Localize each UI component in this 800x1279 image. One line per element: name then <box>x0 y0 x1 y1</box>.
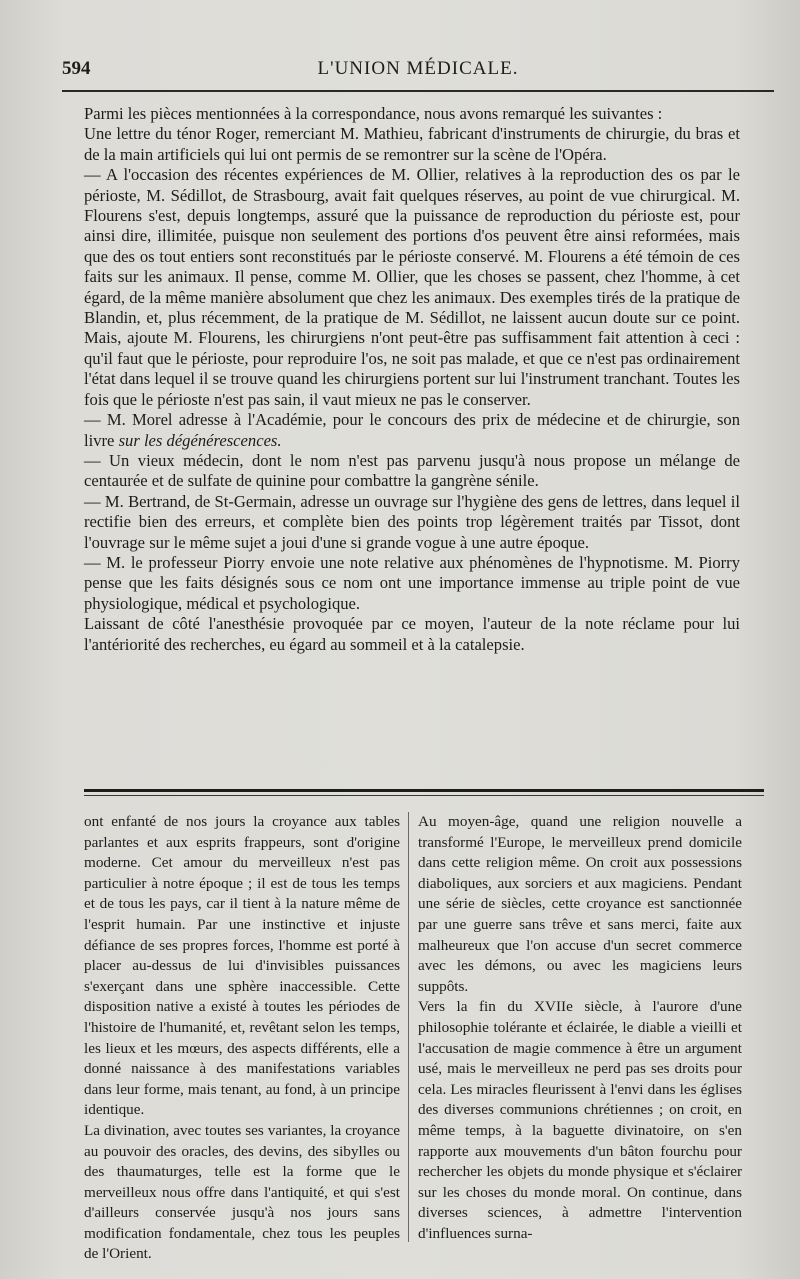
paragraph <box>84 410 740 451</box>
paragraph: — M. Bertrand, de St-Germain, adresse un ouvrage sur l'hygiène des gens de lettres, dans lequel il rectifie bien des erreurs, et complète bien des points trop légèrement traités par Tissot, dont l'ouvrage sur le même sujet a joui d'une si grande vogue à une autre époque. <box>84 491 740 552</box>
running-head: L'UNION MÉDICALE. <box>317 58 519 79</box>
page-number: 594 <box>62 58 91 79</box>
feuilleton-rule-thin <box>84 795 764 796</box>
feuilleton-right-column <box>418 812 742 1244</box>
header-rule <box>62 90 774 92</box>
column-divider <box>408 812 409 1242</box>
paragraph: Parmi les pièces mentionnées à la correspondance, nous avons remarqué les suivantes : <box>84 104 663 123</box>
feuilleton-rule <box>84 789 764 792</box>
page-header <box>62 56 774 82</box>
book-title: sur les dégénérescences. <box>118 430 282 450</box>
feuilleton-paragraph: Au moyen-âge, quand une religion nouvelle a transformé l'Europe, le merveilleux prend domicile dans cette religion même. On croit aux possessions diaboliques, aux sorciers et aux magiciens. Pendant une série de siècles, cette croyance est sanctionnée par une guerre sans trêve et sans merci, faite aux malheureux que l'on accuse d'un secret commerce avec les démons, ou avec les magiciens leurs suppôts. <box>418 813 742 995</box>
feuilleton-paragraph: ont enfanté de nos jours la croyance aux tables parlantes et aux esprits frappeurs, sont d'origine moderne. Cet amour du merveilleux n'est pas particulier à notre époque ; il est de tous les temps et de tous les pays, car il tient à la nature même de l'esprit humain. Par une instinctive et injuste défiance de ses propres forces, l'homme est porté à placer au-dessus de lui d'invisibles puissances s'exerçant dans une sphère inaccessible. Cette disposition native a existé à toutes les périodes de l'histoire de l'humanité, et, revêtant selon les temps, les lieux et les mœurs, des aspects différents, elle a donné naissance à des manifestations variables dans leur forme, mais tenant, au fond, à un principe identique. <box>84 813 400 1119</box>
paragraph: Laissant de côté l'anesthésie provoquée par ce moyen, l'auteur de la note réclame pour lui l'antériorité des recherches, eu égard au sommeil et à la catalepsie. <box>84 614 740 654</box>
feuilleton-paragraph: Vers la fin du XVIIe siècle, à l'aurore d'une philosophie tolérante et éclairée, le diable a vieilli et l'accusation de magie commence à être un argument usé, mais le merveilleux ne perd pas ses droits pour cela. Les miracles fleurissent à l'envi dans les églises des diverses communions chrétiennes ; on croit, en même temps, à la baguette divinatoire, on s'en rapporte aux mouvements d'un bâton fourchu pour rechercher les objets du monde physique et s'éclairer sur les choses du monde moral. On continue, dans diverses sciences, à admettre l'intervention d'influences surna- <box>418 998 742 1242</box>
paragraph-text: — M. Morel adresse à l'Académie, pour le concours des prix de médecine et de chirurgie, son livre <box>84 410 740 450</box>
main-text <box>84 104 740 655</box>
paragraph: — M. le professeur Piorry envoie une note relative aux phénomènes de l'hypnotisme. M. Piorry pense que les faits désignés sous ce nom ont une importance immense au triple point de vue physiologique, médical et psychologique. <box>84 552 740 613</box>
paragraph: Une lettre du ténor Roger, remerciant M. Mathieu, fabricant d'instruments de chirurgie, du bras et de la main artificiels qui lui ont permis de se remontrer sur la scène de l'Opéra. <box>84 124 740 164</box>
paragraph: — Un vieux médecin, dont le nom n'est pas parvenu jusqu'à nous propose un mélange de centaurée et de sulfate de quinine pour combattre la gangrène sénile. <box>84 450 740 491</box>
feuilleton-left-column <box>84 812 400 1265</box>
paragraph: — A l'occasion des récentes expériences de M. Ollier, relatives à la reproduction des os par le périoste, M. Sédillot, de Strasbourg, avait fait quelques réserves, au point de vue chirurgical. M. Flourens s'est, depuis longtemps, assuré que la puissance de reproduction du périoste est, pour ainsi dire, illimitée, puisque non seulement des portions d'os peuvent être ainsi reformées, mais que des os tout entiers sont reconstitués par le périoste conservé. M. Flourens a été témoin de ces faits sur les animaux. Il pense, comme M. Ollier, que les choses se passent, chez l'homme, à cet égard, de la même manière absolument que chez les animaux. Des exemples tirés de la pratique de Blandin, et, plus récemment, de la pratique de M. Sédillot, ne laissent aucun doute sur ce point. Mais, ajoute M. Flourens, les chirurgiens n'ont peut-être pas suffisamment fait attention à ceci : qu'il faut que le périoste, pour reproduire l'os, ne soit pas malade, et que ce n'est pas ordinairement l'état dans lequel il se trouve quand les chirurgiens portent sur lui l'instrument tranchant. Toutes les fois que le périoste n'est pas sain, il vaut mieux ne pas le conserver. <box>84 165 740 409</box>
feuilleton-paragraph: La divination, avec toutes ses variantes, la croyance au pouvoir des oracles, des devins, des sibylles ou des thaumaturges, telle est la forme que le merveilleux nous offre dans l'antiquité, et qui s'est d'ailleurs conservée jusqu'à nos jours sans modification fondamentale, chez tous les peuples de l'Orient. <box>84 1121 400 1263</box>
